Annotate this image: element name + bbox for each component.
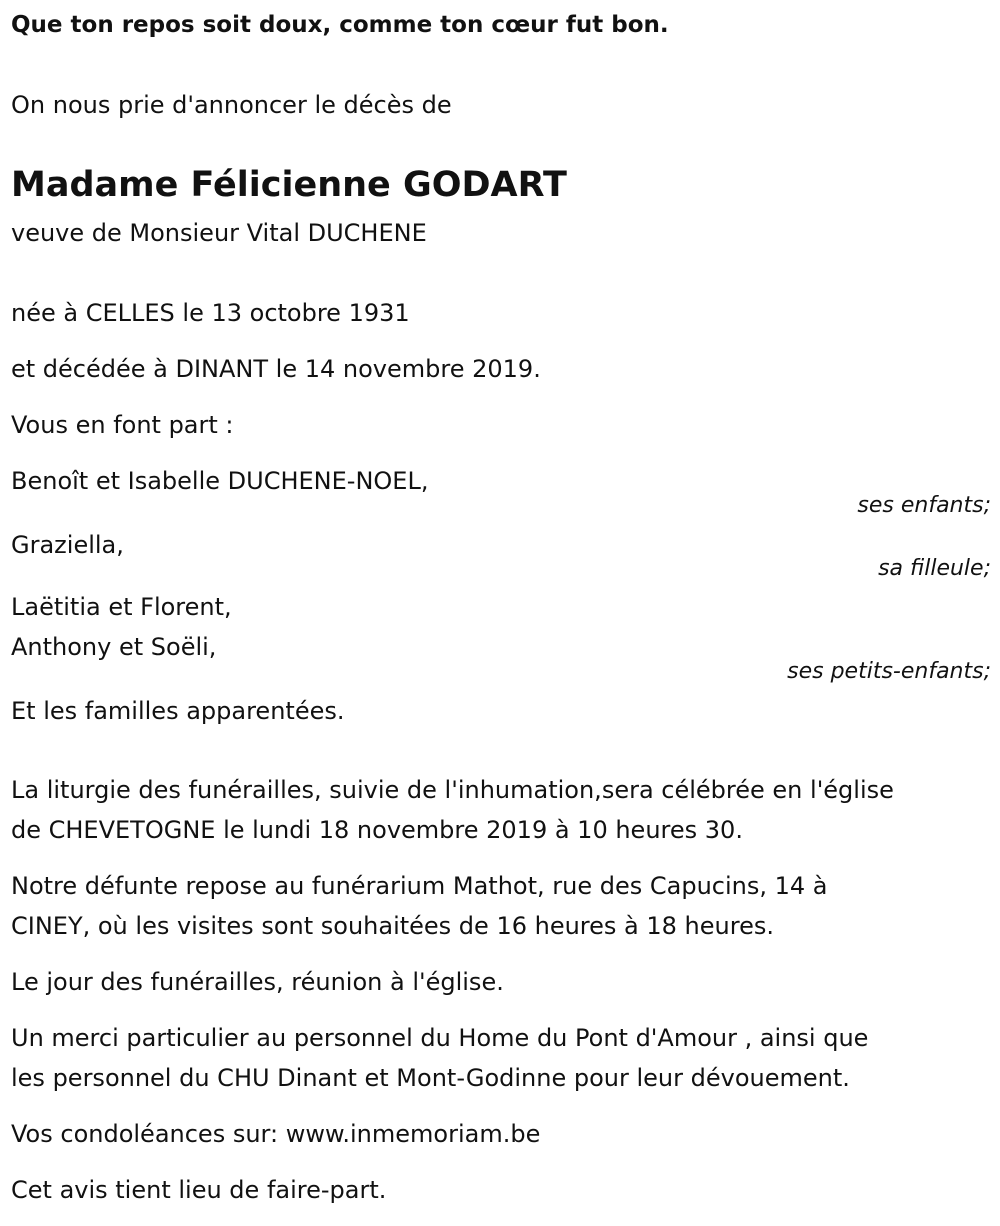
liturgy-line-1: La liturgie des funérailles, suivie de l'inhumation,sera célébrée en l'église [11,776,894,804]
children-names: Benoît et Isabelle DUCHENE-NOEL, [11,467,429,495]
rest-line-2: CINEY, où les visites sont souhaitées de 16 heures à 18 heures. [11,912,774,940]
grandchildren-names-2: Anthony et Soëli, [11,633,217,661]
rest-line-1: Notre défunte repose au funérarium Mathot, rue des Capucins, 14 à [11,872,828,900]
motto: Que ton repos soit doux, comme ton cœur fut bon. [11,12,669,38]
death-line: et décédée à DINANT le 14 novembre 2019. [11,355,541,383]
liturgy-line-2: de CHEVETOGNE le lundi 18 novembre 2019 à 10 heures 30. [11,816,743,844]
condolences-line: Vos condoléances sur: www.inmemoriam.be [11,1120,541,1148]
grandchildren-names-1: Laëtitia et Florent, [11,593,232,621]
spouse-line: veuve de Monsieur Vital DUCHENE [11,219,427,247]
grandchildren-role: ses petits-enfants; [787,659,991,684]
thanks-line-1: Un merci particulier au personnel du Home du Pont d'Amour , ainsi que [11,1024,869,1052]
birth-line: née à CELLES le 13 octobre 1931 [11,299,410,327]
children-role: ses enfants; [857,493,991,518]
goddaughter-names: Graziella, [11,531,124,559]
families-line: Et les familles apparentées. [11,697,345,725]
goddaughter-role: sa filleule; [878,556,991,581]
thanks-line-2: les personnel du CHU Dinant et Mont-Godinne pour leur dévouement. [11,1064,850,1092]
intro-text: On nous prie d'annoncer le décès de [11,91,452,119]
notice-line: Cet avis tient lieu de faire-part. [11,1176,387,1204]
meeting-line: Le jour des funérailles, réunion à l'église. [11,968,504,996]
announcers-heading: Vous en font part : [11,411,234,439]
deceased-name: Madame Félicienne GODART [11,165,567,205]
